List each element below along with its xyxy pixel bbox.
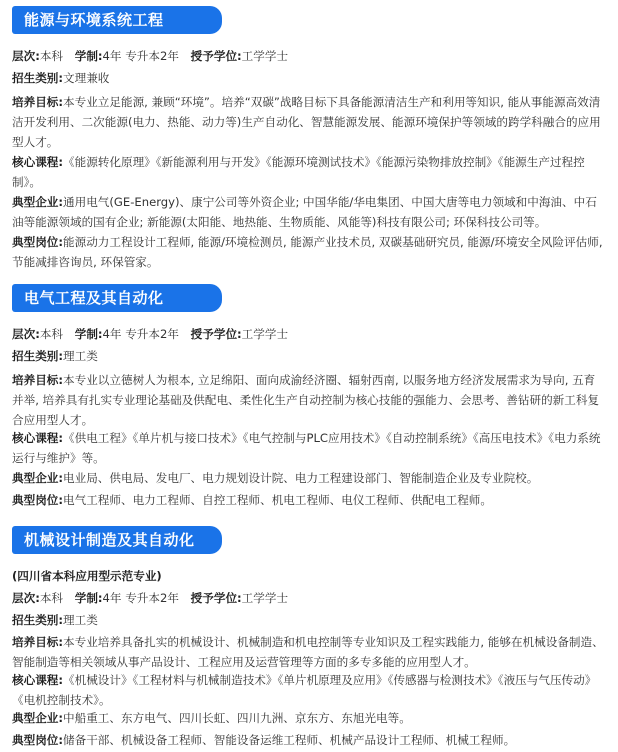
electrical-companies <box>12 468 606 488</box>
level-label: 层次: <box>12 327 40 341</box>
energy-goal <box>12 92 606 152</box>
mechanical-courses <box>12 670 606 710</box>
goal-value: 本专业培养具备扎实的机械设计、机械制造和机电控制等专业知识及工程实践能力, 能够在机械设备制造、智能制造等相关领域从事产品设计、工程应用及运营管理等方面的多专多能的应用型人才。 <box>12 635 604 669</box>
jobs-label: 典型岗位: <box>12 235 64 249</box>
courses-label: 核心课程: <box>12 431 64 445</box>
degree-label: 授予学位: <box>190 591 242 605</box>
mechanical-jobs <box>12 730 606 750</box>
goal-label: 培养目标: <box>12 373 64 387</box>
duration-label: 学制: <box>74 327 103 341</box>
electrical-goal <box>12 370 606 430</box>
level-label: 层次: <box>12 49 40 63</box>
section-title-mechanical: 机械设计制造及其自动化 <box>12 526 222 554</box>
courses-label: 核心课程: <box>12 155 64 169</box>
mechanical-companies <box>12 708 606 728</box>
goal-label: 培养目标: <box>12 635 64 649</box>
level-value: 本科 <box>39 49 64 63</box>
energy-enroll <box>12 68 606 88</box>
enroll-value: 理工类 <box>63 613 98 627</box>
electrical-basic-info <box>12 324 606 344</box>
section-title-energy: 能源与环境系统工程 <box>12 6 222 34</box>
mechanical-note: (四川省本科应用型示范专业) <box>12 569 162 583</box>
duration-label: 学制: <box>74 591 103 605</box>
goal-value: 本专业立足能源, 兼顾“环境”。培养“双碳”战略目标下具备能源清洁生产和利用等知识, 能从事能源高效清洁开发利用、二次能源(电力、热能、动力等)生产自动化、智慧能源发展、能源环境保护等领域的跨学科融合的应用型人才。 <box>12 95 601 149</box>
level-value: 本科 <box>39 327 64 341</box>
jobs-label: 典型岗位: <box>12 493 64 507</box>
jobs-value: 能源动力工程设计工程师, 能源/环境检测员, 能源产业技术员, 双碳基础研究员, 能源/环境安全风险评估师, 节能减排咨询员, 环保管家。 <box>12 235 603 269</box>
degree-value: 工学学士 <box>241 327 289 341</box>
level-value: 本科 <box>39 591 64 605</box>
degree-label: 授予学位: <box>190 49 242 63</box>
energy-companies <box>12 192 606 232</box>
enroll-label: 招生类别: <box>12 349 64 363</box>
courses-value: 《供电工程》《单片机与接口技术》《电气控制与PLC应用技术》《自动控制系统》《高压电技术》《电力系统运行与维护》等。 <box>12 431 601 465</box>
degree-value: 工学学士 <box>241 591 289 605</box>
electrical-enroll <box>12 346 606 366</box>
duration-value: 4年 专升本2年 <box>102 327 179 341</box>
goal-value: 本专业以立德树人为根本, 立足绵阳、面向成渝经济圈、辐射西南, 以服务地方经济发展需求为导向, 五育并举, 培养具有扎实专业理论基础及供配电、柔性化生产自动控制为核心技能的强能力、会思考、善钻研的新工科复合应用型人才。 <box>12 373 600 427</box>
duration-value: 4年 专升本2年 <box>102 49 179 63</box>
mechanical-goal <box>12 632 606 672</box>
duration-label: 学制: <box>74 49 103 63</box>
enroll-value: 文理兼收 <box>63 71 110 85</box>
enroll-label: 招生类别: <box>12 613 64 627</box>
companies-value: 中船重工、东方电气、四川长虹、四川九洲、京东方、东旭光电等。 <box>63 711 411 725</box>
companies-label: 典型企业: <box>12 195 64 209</box>
electrical-jobs <box>12 490 606 510</box>
enroll-value: 理工类 <box>63 349 98 363</box>
jobs-value: 储备干部、机械设备工程师、智能设备运维工程师、机械产品设计工程师、机械工程师。 <box>63 733 516 747</box>
enroll-label: 招生类别: <box>12 71 64 85</box>
companies-label: 典型企业: <box>12 711 64 725</box>
courses-value: 《机械设计》《工程材料与机械制造技术》《单片机原理及应用》《传感器与检测技术》《液压与气压传动》《电机控制技术》。 <box>12 673 597 707</box>
jobs-value: 电气工程师、电力工程师、自控工程师、机电工程师、电仪工程师、供配电工程师。 <box>63 493 492 507</box>
section-title-electrical: 电气工程及其自动化 <box>12 284 222 312</box>
mechanical-basic-info <box>12 588 606 608</box>
courses-value: 《能源转化原理》《新能源利用与开发》《能源环境测试技术》《能源污染物排放控制》《能源生产过程控制》。 <box>12 155 585 189</box>
jobs-label: 典型岗位: <box>12 733 64 747</box>
companies-label: 典型企业: <box>12 471 64 485</box>
energy-basic-info <box>12 46 606 66</box>
level-label: 层次: <box>12 591 40 605</box>
mechanical-enroll <box>12 610 606 630</box>
goal-label: 培养目标: <box>12 95 64 109</box>
courses-label: 核心课程: <box>12 673 64 687</box>
companies-value: 电业局、供电局、发电厂、电力规划设计院、电力工程建设部门、智能制造企业及专业院校。 <box>63 471 539 485</box>
degree-label: 授予学位: <box>190 327 242 341</box>
energy-courses <box>12 152 606 192</box>
degree-value: 工学学士 <box>241 49 289 63</box>
duration-value: 4年 专升本2年 <box>102 591 179 605</box>
electrical-courses <box>12 428 606 468</box>
companies-value: 通用电气(GE-Energy)、康宁公司等外资企业; 中国华能/华电集团、中国大唐等电力领域和中海油、中石油等能源领域的国有企业; 新能源(太阳能、地热能、生物质能、风能等)科技有限公司; 环保科技公司等。 <box>12 195 597 229</box>
energy-jobs <box>12 232 606 272</box>
